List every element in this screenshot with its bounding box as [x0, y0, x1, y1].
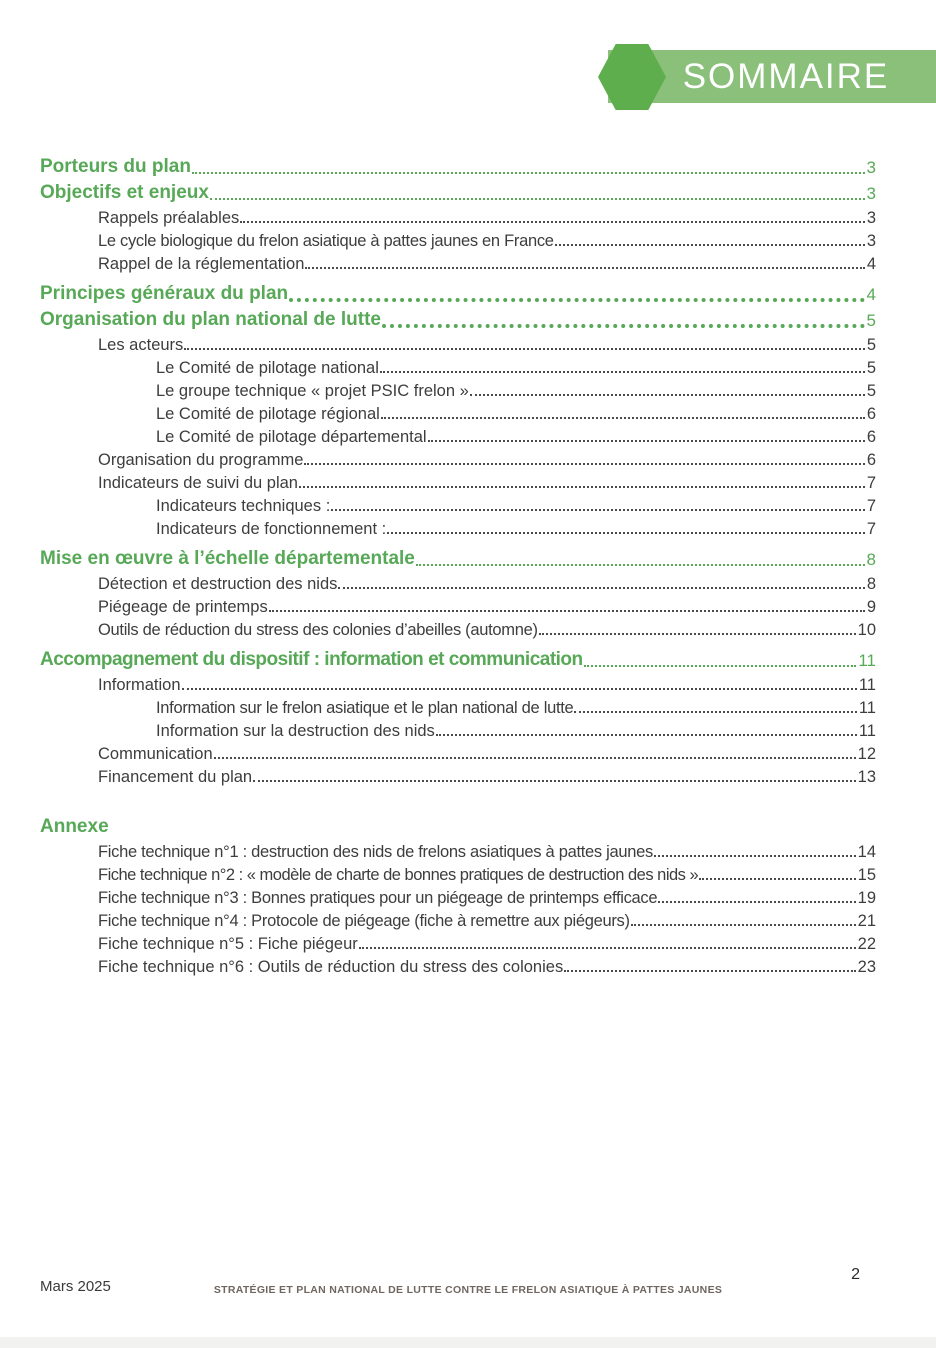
page-number: 11	[858, 651, 876, 671]
page-title: SOMMAIRE	[682, 56, 890, 96]
toc-entry: Information sur la destruction des nids 11	[156, 721, 876, 740]
toc-entry: Accompagnement du dispositif : information et communication 11	[40, 649, 876, 671]
dot-leader	[184, 348, 865, 350]
dot-leader	[436, 734, 857, 736]
page-number: 23	[857, 957, 876, 976]
toc-entry: Information 11	[98, 675, 876, 694]
dot-leader	[699, 878, 855, 880]
page-number: 6	[866, 427, 876, 446]
annexe-entry: Fiche technique n°2 : « modèle de charte de bonnes pratiques de destruction des nids » 15	[98, 865, 876, 884]
page-number: 21	[857, 911, 876, 930]
table-of-contents	[40, 152, 876, 976]
toc-entry: Principes généraux du plan 4	[40, 283, 876, 305]
dot-leader	[299, 486, 865, 488]
page-number: 12	[857, 744, 876, 763]
footer-date: Mars 2025	[40, 1278, 111, 1295]
toc-entry: Piégeage de printemps 9	[98, 597, 876, 616]
annexe-heading: Annexe	[40, 816, 109, 837]
toc-entry: Organisation du plan national de lutte 5	[40, 309, 876, 331]
dot-leader	[269, 610, 865, 612]
page-number: 10	[857, 620, 876, 639]
page-number: 15	[857, 865, 876, 884]
toc-entry: Détection et destruction des nids 8	[98, 574, 876, 593]
toc-entry: Rappel de la réglementation 4	[98, 254, 876, 273]
dot-leader	[182, 688, 857, 690]
annexe-entry: Fiche technique n°6 : Outils de réduction du stress des colonies 23	[98, 957, 876, 976]
toc-entry: Rappels préalables 3	[98, 208, 876, 227]
page-number: 19	[857, 888, 876, 907]
dot-leader	[210, 198, 865, 200]
dot-leader	[214, 757, 856, 759]
page-number: 3	[866, 231, 876, 250]
page-number: 7	[866, 496, 876, 515]
page-number: 5	[866, 381, 876, 400]
page-number: 6	[866, 450, 876, 469]
annexe-entry: Fiche technique n°4 : Protocole de piégeage (fiche à remettre aux piégeurs) 21	[98, 911, 876, 930]
toc-entry: Indicateurs de suivi du plan 7	[98, 473, 876, 492]
page-number: 3	[866, 158, 876, 178]
toc-entry: Indicateurs techniques : 7	[156, 496, 876, 515]
dot-leader	[387, 532, 865, 534]
dot-leader	[470, 394, 865, 396]
toc-entry: Porteurs du plan 3	[40, 156, 876, 178]
dot-leader	[380, 371, 865, 373]
page-number: 8	[866, 574, 876, 593]
page-number: 13	[857, 767, 876, 786]
page-number: 7	[866, 519, 876, 538]
page-number: 11	[858, 675, 876, 694]
dot-leader	[331, 509, 865, 511]
page-number: 5	[866, 358, 876, 377]
toc-entry: Information sur le frelon asiatique et le plan national de lutte 11	[156, 698, 876, 717]
page-number: 5	[866, 335, 876, 354]
page-number: 14	[857, 842, 876, 861]
dot-leader	[192, 172, 865, 174]
dot-leader	[658, 901, 855, 903]
toc-entry: Le Comité de pilotage régional 6	[156, 404, 876, 423]
toc-entry: Outils de réduction du stress des colonies d’abeilles (automne) 10	[98, 620, 876, 639]
dot-leader	[382, 324, 865, 328]
footer-document-title: STRATÉGIE ET PLAN NATIONAL DE LUTTE CONTRE LE FRELON ASIATIQUE À PATTES JAUNES	[213, 1284, 723, 1296]
toc-entry: Le Comité de pilotage départemental 6	[156, 427, 876, 446]
toc-entry: Communication 12	[98, 744, 876, 763]
dot-leader	[304, 463, 864, 465]
page-number: 22	[857, 934, 876, 953]
dot-leader	[359, 947, 856, 949]
dot-leader	[564, 970, 855, 972]
dot-leader	[654, 855, 856, 857]
dot-leader	[555, 244, 865, 246]
page-number: 9	[866, 597, 876, 616]
page-number: 8	[866, 550, 876, 570]
toc-entry: Le cycle biologique du frelon asiatique à pattes jaunes en France 3	[98, 231, 876, 250]
annexe-entry: Fiche technique n°3 : Bonnes pratiques pour un piégeage de printemps efficace 19	[98, 888, 876, 907]
page-number: 6	[866, 404, 876, 423]
dot-leader	[631, 924, 856, 926]
annexe-entry: Fiche technique n°1 : destruction des nids de frelons asiatiques à pattes jaunes 14	[98, 842, 876, 861]
toc-entry: Indicateurs de fonctionnement : 7	[156, 519, 876, 538]
page-number: 7	[866, 473, 876, 492]
dot-leader	[428, 440, 865, 442]
dot-leader	[584, 665, 857, 667]
page-number: 4	[866, 285, 876, 305]
toc-entry: Financement du plan 13	[98, 767, 876, 786]
dot-leader	[253, 780, 856, 782]
toc-entry: Le Comité de pilotage national 5	[156, 358, 876, 377]
dot-leader	[381, 417, 865, 419]
toc-entry: Organisation du programme 6	[98, 450, 876, 469]
page-number: 3	[866, 184, 876, 204]
page-number: 11	[858, 721, 876, 740]
dot-leader	[338, 587, 864, 589]
annexe-entry: Fiche technique n°5 : Fiche piégeur 22	[98, 934, 876, 953]
dot-leader	[305, 267, 864, 269]
page-number: 11	[858, 698, 876, 717]
page-number: 5	[866, 311, 876, 331]
bottom-strip	[0, 1337, 936, 1348]
toc-entry: Les acteurs 5	[98, 335, 876, 354]
toc-entry: Mise en œuvre à l’échelle départementale 8	[40, 548, 876, 570]
page-number: 3	[866, 208, 876, 227]
dot-leader	[240, 221, 865, 223]
toc-entry: Le groupe technique « projet PSIC frelon » 5	[156, 381, 876, 400]
toc-entry: Objectifs et enjeux 3	[40, 182, 876, 204]
footer-page-number: 2	[851, 1266, 860, 1283]
dot-leader	[574, 711, 856, 713]
dot-leader	[539, 633, 856, 635]
page-number: 4	[866, 254, 876, 273]
dot-leader	[289, 298, 864, 302]
dot-leader	[416, 564, 865, 566]
